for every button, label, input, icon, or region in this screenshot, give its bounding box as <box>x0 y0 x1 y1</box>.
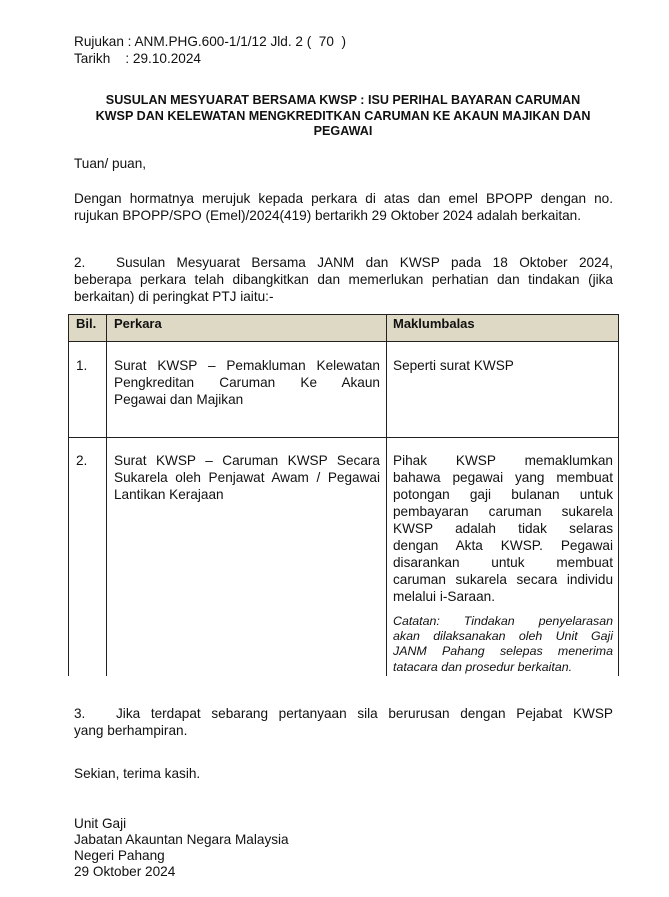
cell-line: pembayaran caruman sukarela <box>393 504 613 519</box>
row-2-catatan <box>393 614 613 675</box>
cell-line: KWSP adalah tidak selaras <box>393 521 613 536</box>
paragraph-number: 2. <box>74 255 86 270</box>
document-date: Tarikh : 29.10.2024 <box>74 51 201 66</box>
signature-block <box>74 816 289 880</box>
cell-line: dengan Akta KWSP. Pegawai <box>393 538 613 553</box>
cell-line: Sukarela oleh Penjawat Awam / Pegawai <box>114 470 380 485</box>
paragraph-line: yang berhampiran. <box>74 723 188 738</box>
cell-line: Seperti surat KWSP <box>393 358 514 373</box>
note-line: tatacara dan prosedur berkaitan. <box>393 659 573 674</box>
row-2-maklumbalas <box>393 452 613 605</box>
paragraph-line <box>74 254 613 271</box>
row-1-maklumbalas <box>393 357 613 374</box>
paragraph-line: berkaitan) di peringkat PTJ iaitu:- <box>74 289 274 304</box>
signature-unit: Unit Gaji <box>74 816 127 831</box>
table-border <box>386 314 387 676</box>
cell-line: melalui i-Saraan. <box>393 589 495 604</box>
paragraph-3 <box>74 705 613 739</box>
table-border <box>106 314 107 676</box>
title-line: KWSP DAN KELEWATAN MENGKREDITKAN CARUMAN KE AKAUN MAJIKAN DAN <box>95 108 591 123</box>
cell-line: Surat KWSP – Caruman KWSP Secara <box>114 453 380 468</box>
cell-line: potongan gaji bulanan untuk <box>393 487 613 502</box>
reference-number: Rujukan : ANM.PHG.600-1/1/12 Jld. 2 ( 70 ) <box>74 34 347 49</box>
table-border <box>68 437 619 438</box>
cell-line: caruman sukarela secara individu <box>393 572 613 587</box>
paragraph-line <box>74 705 613 722</box>
paragraph-number: 3. <box>74 706 86 721</box>
title-line: SUSULAN MESYUARAT BERSAMA KWSP : ISU PERIHAL BAYARAN CARUMAN <box>105 93 581 107</box>
salutation: Tuan/ puan, <box>74 156 147 171</box>
closing-remark: Sekian, terima kasih. <box>74 766 201 781</box>
cell-line: Pihak KWSP memaklumkan <box>393 453 613 468</box>
cell-line: Pengkreditan Caruman Ke Akaun <box>114 375 380 390</box>
cell-line: Pegawai dan Majikan <box>114 392 244 407</box>
note-line: akan dilaksanakan oleh Unit Gaji <box>393 629 613 644</box>
row-1-perkara <box>114 357 380 408</box>
title-line: PEGAWAI <box>313 124 373 138</box>
note-line: JANM Pahang selepas menerima <box>393 644 613 659</box>
column-header-bil: Bil. <box>76 316 97 331</box>
paragraph-line: rujukan BPOPP/SPO (Emel)/2024(419) bertarikh 29 Oktober 2024 adalah berkaitan. <box>74 208 582 223</box>
row-1-number: 1. <box>76 358 88 373</box>
paragraph-2 <box>74 254 613 305</box>
paragraph-line: Dengan hormatnya merujuk kepada perkara di atas dan emel BPOPP dengan no. <box>74 191 613 206</box>
column-header-maklumbalas: Maklumbalas <box>393 316 475 331</box>
column-header-perkara: Perkara <box>114 316 162 331</box>
paragraph-1 <box>74 190 613 224</box>
table-border <box>618 314 619 676</box>
paragraph-text: Jika terdapat sebarang pertanyaan sila berurusan dengan Pejabat KWSP <box>116 706 613 721</box>
signature-date: 29 Oktober 2024 <box>74 864 176 879</box>
row-2-number: 2. <box>76 453 88 468</box>
table-border <box>68 314 69 676</box>
signature-department: Jabatan Akauntan Negara Malaysia <box>74 832 289 847</box>
row-2-perkara <box>114 452 380 503</box>
signature-state: Negeri Pahang <box>74 848 165 863</box>
cell-line: bahawa pegawai yang membuat <box>393 470 613 485</box>
cell-line: disarankan untuk membuat <box>393 555 613 570</box>
cell-line: Surat KWSP – Pemakluman Kelewatan <box>114 358 380 373</box>
paragraph-line: beberapa perkara telah dibangkitkan dan memerlukan perhatian dan tindakan (jika <box>74 272 613 287</box>
cell-line: Lantikan Kerajaan <box>114 487 224 502</box>
note-line: Catatan: Tindakan penyelarasan <box>393 614 613 628</box>
document-title <box>78 93 608 140</box>
paragraph-text: Susulan Mesyuarat Bersama JANM dan KWSP pada 18 Oktober 2024, <box>116 255 613 270</box>
